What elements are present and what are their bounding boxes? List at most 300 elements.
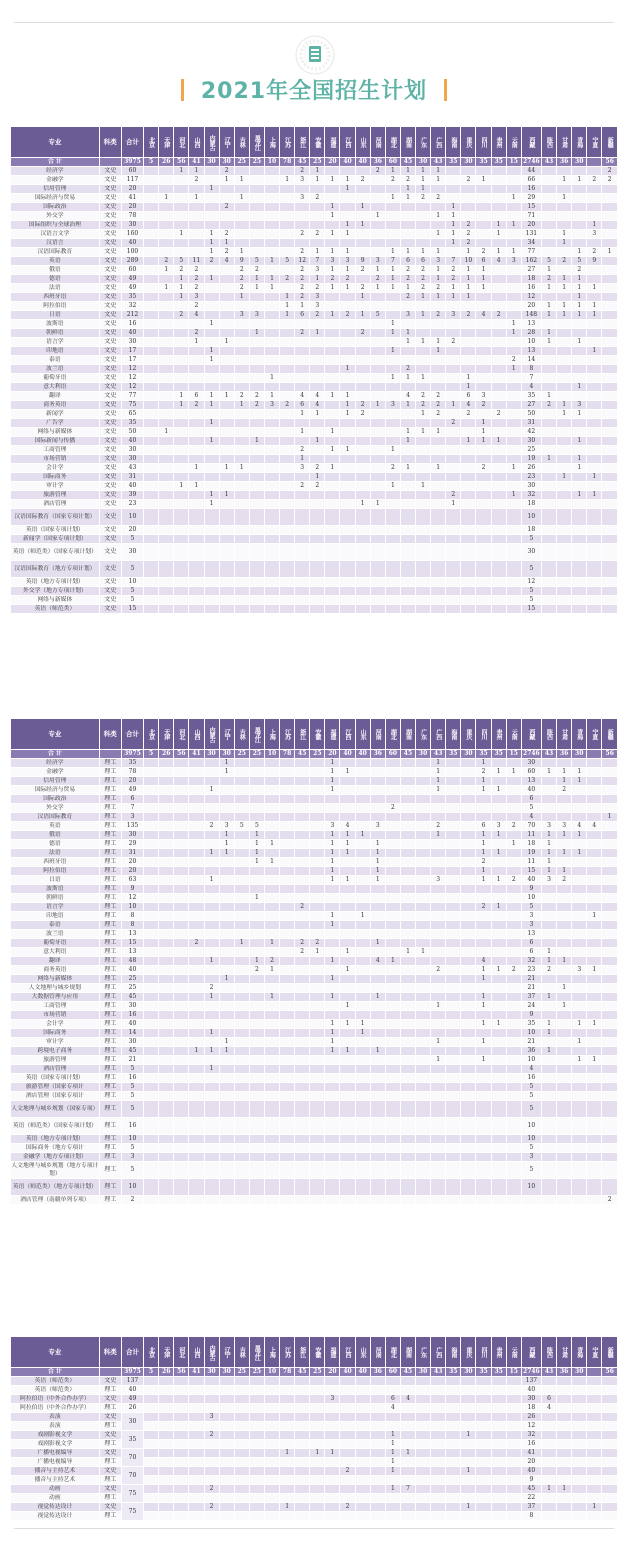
quota-cell xyxy=(541,759,556,768)
quota-cell xyxy=(431,1386,446,1395)
col-header-province: 辽宁 xyxy=(219,127,234,158)
quota-cell xyxy=(602,212,618,221)
quota-cell xyxy=(416,437,431,446)
quota-cell xyxy=(370,374,385,383)
quota-cell xyxy=(587,266,602,275)
quota-cell: 1 xyxy=(506,320,521,329)
quota-cell xyxy=(280,248,295,257)
quota-cell: 1 xyxy=(280,293,295,302)
quota-cell xyxy=(506,1467,521,1476)
quota-cell xyxy=(541,804,556,813)
quota-cell xyxy=(264,365,279,374)
quota-cell xyxy=(431,383,446,392)
quota-cell xyxy=(340,984,355,993)
quota-cell xyxy=(189,903,204,912)
sum-cell: 5 xyxy=(121,1083,143,1092)
major-name: 俄语 xyxy=(11,266,100,275)
major-name: 人文地理与城乡规划 xyxy=(11,984,100,993)
quota-cell xyxy=(280,831,295,840)
col-header-province: 吉林 xyxy=(234,127,249,158)
quota-cell xyxy=(310,1118,325,1135)
quota-cell xyxy=(340,1512,355,1521)
col-header-province: 安徽 xyxy=(310,127,325,158)
quota-cell xyxy=(174,587,189,596)
quota-cell: 2 xyxy=(295,939,310,948)
quota-cell xyxy=(476,383,491,392)
sum-cell: 9 xyxy=(121,885,143,894)
quota-cell xyxy=(416,840,431,849)
sum-cell: 14 xyxy=(121,1029,143,1038)
quota-cell: 12 xyxy=(521,578,541,587)
quota-cell xyxy=(446,813,461,822)
quota-cell: 1 xyxy=(541,840,556,849)
quota-cell xyxy=(174,1467,189,1476)
quota-cell xyxy=(204,939,219,948)
quota-cell xyxy=(219,320,234,329)
quota-cell: 13 xyxy=(521,320,541,329)
quota-cell xyxy=(491,1101,506,1118)
quota-cell xyxy=(431,984,446,993)
quota-cell: 1 xyxy=(325,428,340,437)
quota-cell xyxy=(431,374,446,383)
quota-cell xyxy=(572,1440,587,1449)
quota-cell: 1 xyxy=(174,482,189,491)
quota-cell xyxy=(174,903,189,912)
quota-cell xyxy=(476,948,491,957)
quota-cell: 40 xyxy=(521,786,541,795)
quota-cell xyxy=(340,464,355,473)
quota-cell xyxy=(310,894,325,903)
quota-cell xyxy=(400,347,415,356)
quota-cell xyxy=(587,876,602,885)
quota-cell xyxy=(204,464,219,473)
table-row xyxy=(11,1135,618,1144)
quota-cell xyxy=(189,930,204,939)
quota-cell xyxy=(340,804,355,813)
quota-cell xyxy=(219,500,234,509)
quota-cell xyxy=(325,1002,340,1011)
quota-cell: 1 xyxy=(385,320,400,329)
quota-cell: 1 xyxy=(340,876,355,885)
quota-cell xyxy=(416,759,431,768)
major-name: 英语（师范类） xyxy=(11,605,100,614)
total-cell: 30 xyxy=(461,1368,476,1377)
quota-cell xyxy=(446,795,461,804)
quota-cell xyxy=(446,840,461,849)
quota-cell xyxy=(174,1074,189,1083)
quota-cell xyxy=(431,1512,446,1521)
quota-cell xyxy=(204,194,219,203)
quota-cell xyxy=(385,912,400,921)
sum-cell: 39 xyxy=(121,491,143,500)
quota-cell: 1 xyxy=(557,176,572,185)
quota-cell xyxy=(310,320,325,329)
quota-cell xyxy=(506,401,521,410)
quota-cell xyxy=(280,759,295,768)
quota-cell xyxy=(280,1083,295,1092)
quota-cell xyxy=(572,526,587,535)
quota-cell xyxy=(189,1179,204,1196)
total-cell: 30 xyxy=(204,1368,219,1377)
quota-cell xyxy=(572,356,587,365)
quota-cell: 1 xyxy=(325,212,340,221)
quota-cell: 1 xyxy=(431,464,446,473)
quota-cell xyxy=(506,311,521,320)
quota-cell xyxy=(557,365,572,374)
subject-type: 理工 xyxy=(99,1144,121,1153)
quota-cell xyxy=(204,473,219,482)
quota-cell xyxy=(572,1494,587,1503)
sum-cell: 5 xyxy=(121,1144,143,1153)
quota-cell xyxy=(264,1467,279,1476)
quota-cell xyxy=(400,544,415,561)
quota-cell xyxy=(476,212,491,221)
quota-cell xyxy=(325,185,340,194)
quota-cell: 1 xyxy=(204,1047,219,1056)
quota-cell xyxy=(355,894,370,903)
quota-cell xyxy=(234,302,249,311)
title-right-bar xyxy=(444,79,447,101)
quota-cell xyxy=(541,1083,556,1092)
quota-cell xyxy=(204,374,219,383)
quota-cell: 2 xyxy=(602,176,618,185)
quota-cell xyxy=(476,804,491,813)
quota-cell xyxy=(325,578,340,587)
col-header-province: 天津 xyxy=(159,719,174,750)
subject-type: 理工 xyxy=(99,894,121,903)
quota-cell xyxy=(557,948,572,957)
quota-cell: 1 xyxy=(461,275,476,284)
quota-cell xyxy=(174,957,189,966)
quota-cell xyxy=(249,176,264,185)
quota-cell: 148 xyxy=(521,311,541,320)
quota-cell xyxy=(295,1458,310,1467)
quota-cell xyxy=(602,535,618,544)
sum-cell: 49 xyxy=(121,275,143,284)
quota-cell: 1 xyxy=(491,230,506,239)
quota-cell xyxy=(587,885,602,894)
major-name: 西班牙语 xyxy=(11,293,100,302)
quota-cell xyxy=(385,1083,400,1092)
subject-type: 文史 xyxy=(99,374,121,383)
major-name: 朝鲜语 xyxy=(11,894,100,903)
quota-cell xyxy=(144,491,159,500)
quota-cell xyxy=(506,596,521,605)
quota-cell xyxy=(234,410,249,419)
major-name: 网络与新媒体 xyxy=(11,596,100,605)
quota-cell: 2 xyxy=(204,1503,219,1512)
quota-cell xyxy=(189,1153,204,1162)
quota-cell xyxy=(446,1101,461,1118)
quota-cell xyxy=(572,221,587,230)
quota-cell xyxy=(446,759,461,768)
quota-cell xyxy=(144,759,159,768)
quota-cell xyxy=(572,596,587,605)
quota-cell xyxy=(506,185,521,194)
quota-cell xyxy=(189,912,204,921)
quota-cell xyxy=(446,1179,461,1196)
quota-cell xyxy=(325,885,340,894)
quota-cell xyxy=(461,561,476,578)
total-cell: 78 xyxy=(280,1368,295,1377)
quota-cell xyxy=(159,311,174,320)
quota-cell xyxy=(506,1512,521,1521)
quota-cell: 2 xyxy=(159,257,174,266)
quota-cell xyxy=(355,1056,370,1065)
quota-cell xyxy=(189,491,204,500)
major-name: 人文地理与城乡规划（地方专项计划） xyxy=(11,1163,99,1177)
major-name: 广播电视编导 xyxy=(11,1449,100,1458)
quota-cell xyxy=(219,1153,234,1162)
subject-type: 理工 xyxy=(99,1002,121,1011)
quota-cell xyxy=(491,1029,506,1038)
quota-cell xyxy=(370,768,385,777)
quota-cell xyxy=(204,1135,219,1144)
quota-cell: 1 xyxy=(189,194,204,203)
col-header-province: 河北 xyxy=(174,1337,189,1368)
quota-cell: 1 xyxy=(219,1038,234,1047)
table-row xyxy=(11,957,618,966)
quota-cell xyxy=(506,786,521,795)
quota-cell xyxy=(602,509,618,526)
sum-cell: 26 xyxy=(121,1404,143,1413)
quota-cell: 2 xyxy=(557,257,572,266)
quota-cell: 1 xyxy=(431,293,446,302)
subject-type: 理工 xyxy=(99,1135,121,1144)
quota-cell xyxy=(249,912,264,921)
quota-cell: 2 xyxy=(431,194,446,203)
quota-cell xyxy=(204,561,219,578)
quota-cell xyxy=(587,365,602,374)
quota-cell xyxy=(340,320,355,329)
quota-cell xyxy=(461,777,476,786)
major-name: 朝鲜语 xyxy=(11,329,100,338)
quota-cell xyxy=(541,194,556,203)
quota-cell xyxy=(144,1056,159,1065)
quota-cell xyxy=(280,374,295,383)
quota-cell xyxy=(144,535,159,544)
quota-cell xyxy=(416,1162,431,1179)
major-name: 国际商务 xyxy=(11,1029,100,1038)
quota-cell xyxy=(461,1476,476,1485)
quota-cell xyxy=(355,473,370,482)
sum-cell: 49 xyxy=(121,1395,143,1404)
quota-cell: 2 xyxy=(310,194,325,203)
quota-cell xyxy=(264,437,279,446)
quota-cell xyxy=(219,535,234,544)
quota-cell xyxy=(219,939,234,948)
quota-cell: 1 xyxy=(249,275,264,284)
quota-cell: 1 xyxy=(572,293,587,302)
quota-cell xyxy=(416,526,431,535)
quota-cell xyxy=(144,203,159,212)
quota-cell: 1 xyxy=(541,338,556,347)
quota-cell xyxy=(385,831,400,840)
table-row xyxy=(11,482,618,491)
quota-cell xyxy=(461,1440,476,1449)
quota-cell: 1 xyxy=(541,329,556,338)
quota-cell xyxy=(189,320,204,329)
quota-cell xyxy=(370,338,385,347)
quota-cell xyxy=(355,482,370,491)
subject-type: 理工 xyxy=(99,813,121,822)
quota-cell xyxy=(541,176,556,185)
quota-cell xyxy=(491,1512,506,1521)
total-cell: 30 xyxy=(461,158,476,167)
quota-cell xyxy=(219,194,234,203)
quota-cell xyxy=(431,1101,446,1118)
quota-cell xyxy=(144,867,159,876)
table-row xyxy=(11,975,618,984)
sum-cell: 40 xyxy=(121,1020,143,1029)
quota-cell xyxy=(295,831,310,840)
quota-cell xyxy=(144,482,159,491)
quota-cell xyxy=(506,1503,521,1512)
quota-cell xyxy=(280,1458,295,1467)
quota-cell xyxy=(602,1011,618,1020)
quota-cell: 1 xyxy=(385,329,400,338)
col-header-province: 河北 xyxy=(174,127,189,158)
quota-cell xyxy=(325,894,340,903)
quota-cell xyxy=(431,1404,446,1413)
quota-cell xyxy=(219,1092,234,1101)
quota-cell xyxy=(602,561,618,578)
major-name: 视觉传达设计 xyxy=(11,1503,100,1512)
quota-cell xyxy=(144,894,159,903)
quota-cell xyxy=(219,948,234,957)
quota-cell xyxy=(295,1404,310,1413)
major-name: 波斯语 xyxy=(11,885,100,894)
table-row xyxy=(11,293,618,302)
quota-cell xyxy=(491,1377,506,1386)
quota-cell xyxy=(476,302,491,311)
quota-cell xyxy=(280,1162,295,1179)
quota-cell xyxy=(249,1386,264,1395)
quota-cell xyxy=(587,921,602,930)
quota-cell xyxy=(219,1074,234,1083)
quota-cell: 3 xyxy=(446,311,461,320)
quota-cell: 1 xyxy=(204,401,219,410)
quota-cell xyxy=(587,374,602,383)
total-cell: 20 xyxy=(325,750,340,759)
major-name: 旅游管理（国家专项计 xyxy=(11,1083,100,1092)
major-name: 葡萄牙语 xyxy=(11,374,100,383)
quota-cell xyxy=(234,1162,249,1179)
major-name: 动画 xyxy=(11,1494,100,1503)
quota-cell xyxy=(144,1422,159,1431)
quota-cell xyxy=(385,903,400,912)
quota-cell xyxy=(602,257,618,266)
quota-cell: 1 xyxy=(295,302,310,311)
sum-cell: 40 xyxy=(121,239,143,248)
quota-cell xyxy=(144,275,159,284)
quota-cell: 1 xyxy=(219,840,234,849)
total-row xyxy=(11,750,618,759)
quota-cell xyxy=(159,1422,174,1431)
major-name: 会计学 xyxy=(11,1020,100,1029)
quota-cell xyxy=(416,1020,431,1029)
quota-cell: 7 xyxy=(446,257,461,266)
quota-cell: 2 xyxy=(204,1485,219,1494)
quota-cell xyxy=(189,1476,204,1485)
quota-cell xyxy=(557,1179,572,1196)
quota-cell: 1 xyxy=(541,768,556,777)
quota-cell xyxy=(249,1074,264,1083)
quota-cell xyxy=(385,185,400,194)
quota-cell xyxy=(476,1196,491,1205)
quota-cell xyxy=(400,356,415,365)
subject-type: 文史 xyxy=(99,464,121,473)
quota-cell xyxy=(370,1144,385,1153)
quota-cell xyxy=(159,401,174,410)
quota-cell xyxy=(602,596,618,605)
quota-cell xyxy=(416,383,431,392)
quota-cell xyxy=(506,605,521,614)
quota-cell xyxy=(340,975,355,984)
quota-cell: 6 xyxy=(416,257,431,266)
quota-cell xyxy=(557,482,572,491)
quota-cell xyxy=(280,1074,295,1083)
sum-cell: 16 xyxy=(121,1118,143,1135)
quota-cell xyxy=(174,338,189,347)
quota-cell xyxy=(461,1196,476,1205)
col-header-province: 山西 xyxy=(189,719,204,750)
quota-cell: 1 xyxy=(416,482,431,491)
plan-table-arts-special xyxy=(10,1336,618,1521)
quota-cell xyxy=(310,596,325,605)
quota-cell xyxy=(144,840,159,849)
quota-cell xyxy=(174,1065,189,1074)
quota-cell: 2 xyxy=(461,176,476,185)
quota-cell xyxy=(461,930,476,939)
col-header-province: 上海 xyxy=(264,719,279,750)
quota-cell xyxy=(159,338,174,347)
quota-cell xyxy=(234,1494,249,1503)
subject-type: 理工 xyxy=(99,1404,121,1413)
quota-cell xyxy=(234,1413,249,1422)
quota-cell xyxy=(189,777,204,786)
quota-cell xyxy=(234,930,249,939)
quota-cell xyxy=(174,410,189,419)
quota-cell xyxy=(264,221,279,230)
subject-type: 理工 xyxy=(99,1458,121,1467)
quota-cell xyxy=(325,1458,340,1467)
quota-cell xyxy=(587,1047,602,1056)
quota-cell xyxy=(461,903,476,912)
quota-cell xyxy=(446,957,461,966)
quota-cell xyxy=(280,894,295,903)
table-row xyxy=(11,167,618,176)
quota-cell xyxy=(340,1377,355,1386)
quota-cell xyxy=(144,1395,159,1404)
quota-cell xyxy=(325,1485,340,1494)
quota-cell xyxy=(249,1476,264,1485)
quota-cell xyxy=(557,795,572,804)
table-row xyxy=(11,428,618,437)
quota-cell: 1 xyxy=(572,302,587,311)
table-row xyxy=(11,1512,618,1521)
quota-cell xyxy=(431,356,446,365)
quota-cell xyxy=(280,509,295,526)
quota-cell xyxy=(234,1395,249,1404)
quota-cell: 5 xyxy=(521,587,541,596)
major-name: 法语 xyxy=(11,849,100,858)
quota-cell xyxy=(144,1476,159,1485)
quota-cell xyxy=(189,831,204,840)
quota-cell xyxy=(587,759,602,768)
quota-cell xyxy=(541,1101,556,1118)
col-header-subject: 科类 xyxy=(99,127,121,158)
